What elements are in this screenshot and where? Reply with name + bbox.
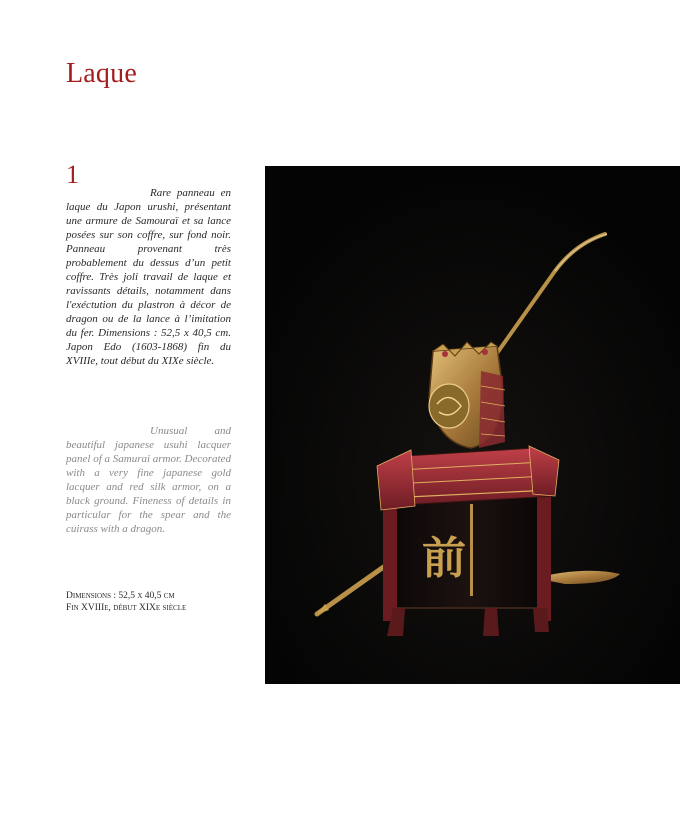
samurai-armor-illustration (265, 166, 680, 684)
lot-metadata (66, 590, 186, 614)
dragon-medallion (429, 384, 469, 428)
lacquer-panel-photo (265, 166, 680, 684)
description-english: Unusual and beautiful japanese usuhi lacquer panel of a Samurai armor. Decorated with a very fine japanese gold lacquer and red silk armor, on a black ground. Fineness of details in particular for the spear and the cuirass with a dragon. (66, 425, 231, 535)
description-french: Rare panneau en laque du Japon urushi, présentant une armure de Samouraï et sa lance posées sur son coffre, sur fond noir. Panneau provenant très probablement du dessus d’un petit coffre. Très joli travail de laque et ravissants détails, notamment dans l'exéctution du plastron à décor de dragon ou de la lance à l’imitation du fer. Dimensions : 52,5 x 40,5 cm. Japon Edo (1603-1868) fin du XVIIIe, tout début du XIXe siècle. (66, 187, 231, 367)
section-title: Laque (66, 58, 137, 89)
chest-kanji: 前 (422, 533, 466, 584)
period-line: Fin XVIIIe, début XIXe siècle (66, 603, 187, 613)
lot-number: 1 (66, 160, 79, 189)
dimensions-line: Dimensions : 52,5 x 40,5 cm (66, 591, 175, 601)
